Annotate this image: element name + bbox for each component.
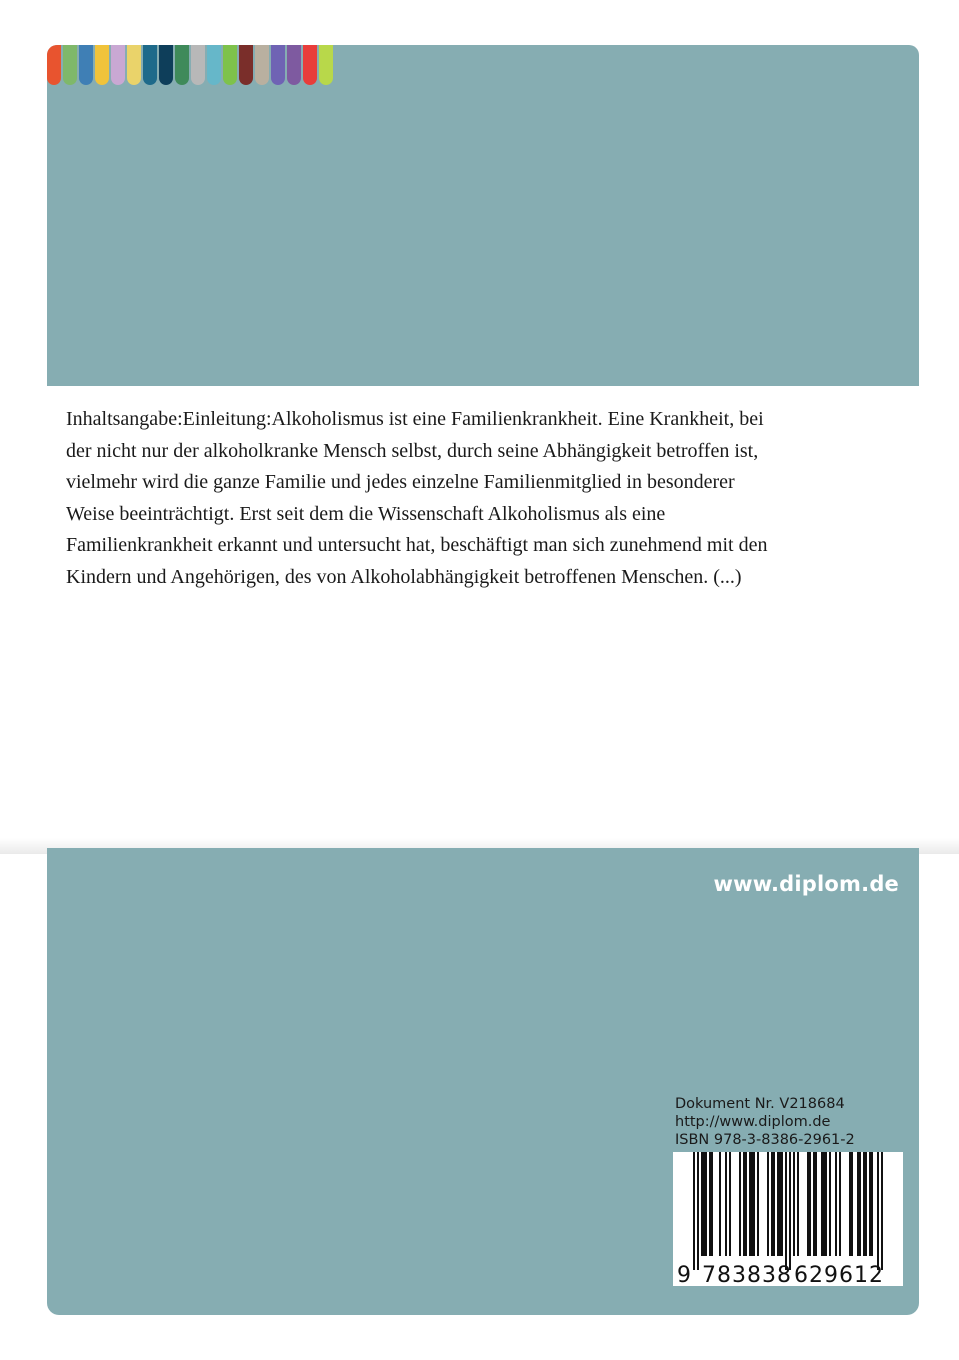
barcode-bar: [857, 1152, 859, 1256]
barcode-bar: [729, 1152, 731, 1256]
barcode-bar: [757, 1152, 759, 1256]
barcode-bar: [881, 1152, 883, 1270]
barcode-bar: [785, 1152, 787, 1270]
barcode-bar: [773, 1152, 775, 1256]
barcode-bar: [789, 1152, 791, 1270]
barcode-bar: [705, 1152, 707, 1256]
color-stripe: [207, 45, 221, 85]
barcode-bar: [697, 1152, 699, 1270]
color-stripe: [127, 45, 141, 85]
barcode-bar: [823, 1152, 825, 1256]
color-stripes-decoration: [47, 45, 335, 85]
barcode-bar: [749, 1152, 751, 1256]
color-stripe: [175, 45, 189, 85]
barcode-bar: [793, 1152, 795, 1256]
color-stripe: [319, 45, 333, 85]
cover-top-panel: [47, 45, 919, 386]
barcode-bar: [839, 1152, 841, 1256]
color-stripe: [79, 45, 93, 85]
barcode-bar: [709, 1152, 711, 1256]
barcode-bar: [863, 1152, 865, 1256]
barcode-bar: [865, 1152, 867, 1256]
barcode-left-digits: 783838: [702, 1263, 792, 1286]
barcode-bar: [719, 1152, 721, 1256]
barcode-bar: [849, 1152, 851, 1256]
color-stripe: [47, 45, 61, 85]
barcode-bar: [767, 1152, 769, 1256]
barcode-graphic: [673, 1152, 903, 1286]
publisher-website[interactable]: www.diplom.de: [713, 872, 899, 896]
barcode-bar: [779, 1152, 781, 1256]
barcode-bar: [821, 1152, 823, 1256]
barcode-right-digits: 629612: [794, 1263, 884, 1286]
isbn-number: ISBN 978-3-8386-2961-2: [675, 1132, 855, 1148]
barcode-bar: [725, 1152, 727, 1256]
barcode-bar: [809, 1152, 811, 1256]
barcode-bar: [777, 1152, 779, 1256]
color-stripe: [143, 45, 157, 85]
barcode-bar: [739, 1152, 741, 1256]
barcode-bar: [797, 1152, 799, 1256]
color-stripe: [159, 45, 173, 85]
barcode-bar: [751, 1152, 753, 1256]
barcode-bar: [825, 1152, 827, 1256]
barcode-bar: [711, 1152, 713, 1256]
barcode-bar: [771, 1152, 773, 1256]
isbn-barcode: [673, 1152, 903, 1286]
barcode-bar: [701, 1152, 703, 1256]
barcode-bar: [851, 1152, 853, 1256]
color-stripe: [111, 45, 125, 85]
publisher-url[interactable]: http://www.diplom.de: [675, 1114, 831, 1130]
barcode-bar: [859, 1152, 861, 1256]
color-stripe: [287, 45, 301, 85]
barcode-bar: [869, 1152, 871, 1256]
barcode-bar: [815, 1152, 817, 1256]
barcode-bar: [693, 1152, 695, 1270]
color-stripe: [303, 45, 317, 85]
color-stripe: [239, 45, 253, 85]
barcode-bar: [745, 1152, 747, 1256]
color-stripe: [95, 45, 109, 85]
barcode-bar: [743, 1152, 745, 1256]
color-stripe: [191, 45, 205, 85]
publication-info: [675, 1095, 855, 1149]
cover-bottom-panel: [47, 848, 919, 1315]
color-stripe: [255, 45, 269, 85]
barcode-bar: [877, 1152, 879, 1270]
barcode-bar: [835, 1152, 837, 1256]
barcode-bar: [781, 1152, 783, 1256]
color-stripe: [271, 45, 285, 85]
color-stripe: [63, 45, 77, 85]
barcode-bar: [703, 1152, 705, 1256]
abstract-text: Inhaltsangabe:Einleitung:Alkoholismus ist eine Familienkrankheit. Eine Krankheit, bei der nicht nur der alkoholkranke Mensch selbst, durch seine Abhängigkeit betroffen ist, vielmehr wird die ganze Familie und jedes einzelne Familienmitglied in besonderer Weise beeinträchtigt. Erst seit dem die Wissenschaft Alkoholismus als eine Familienkrankheit erkannt und untersucht hat, beschäftigt man sich zunehmend mit den Kindern und Angehörigen, des von Alkoholabhängigkeit betroffenen Menschen. (...): [66, 408, 768, 588]
color-stripe: [223, 45, 237, 85]
barcode-first-digit: 9: [677, 1263, 691, 1286]
barcode-bar: [753, 1152, 755, 1256]
barcode-bar: [871, 1152, 873, 1256]
barcode-bar: [813, 1152, 815, 1256]
barcode-bar: [829, 1152, 831, 1256]
document-number: Dokument Nr. V218684: [675, 1096, 845, 1112]
barcode-bar: [807, 1152, 809, 1256]
